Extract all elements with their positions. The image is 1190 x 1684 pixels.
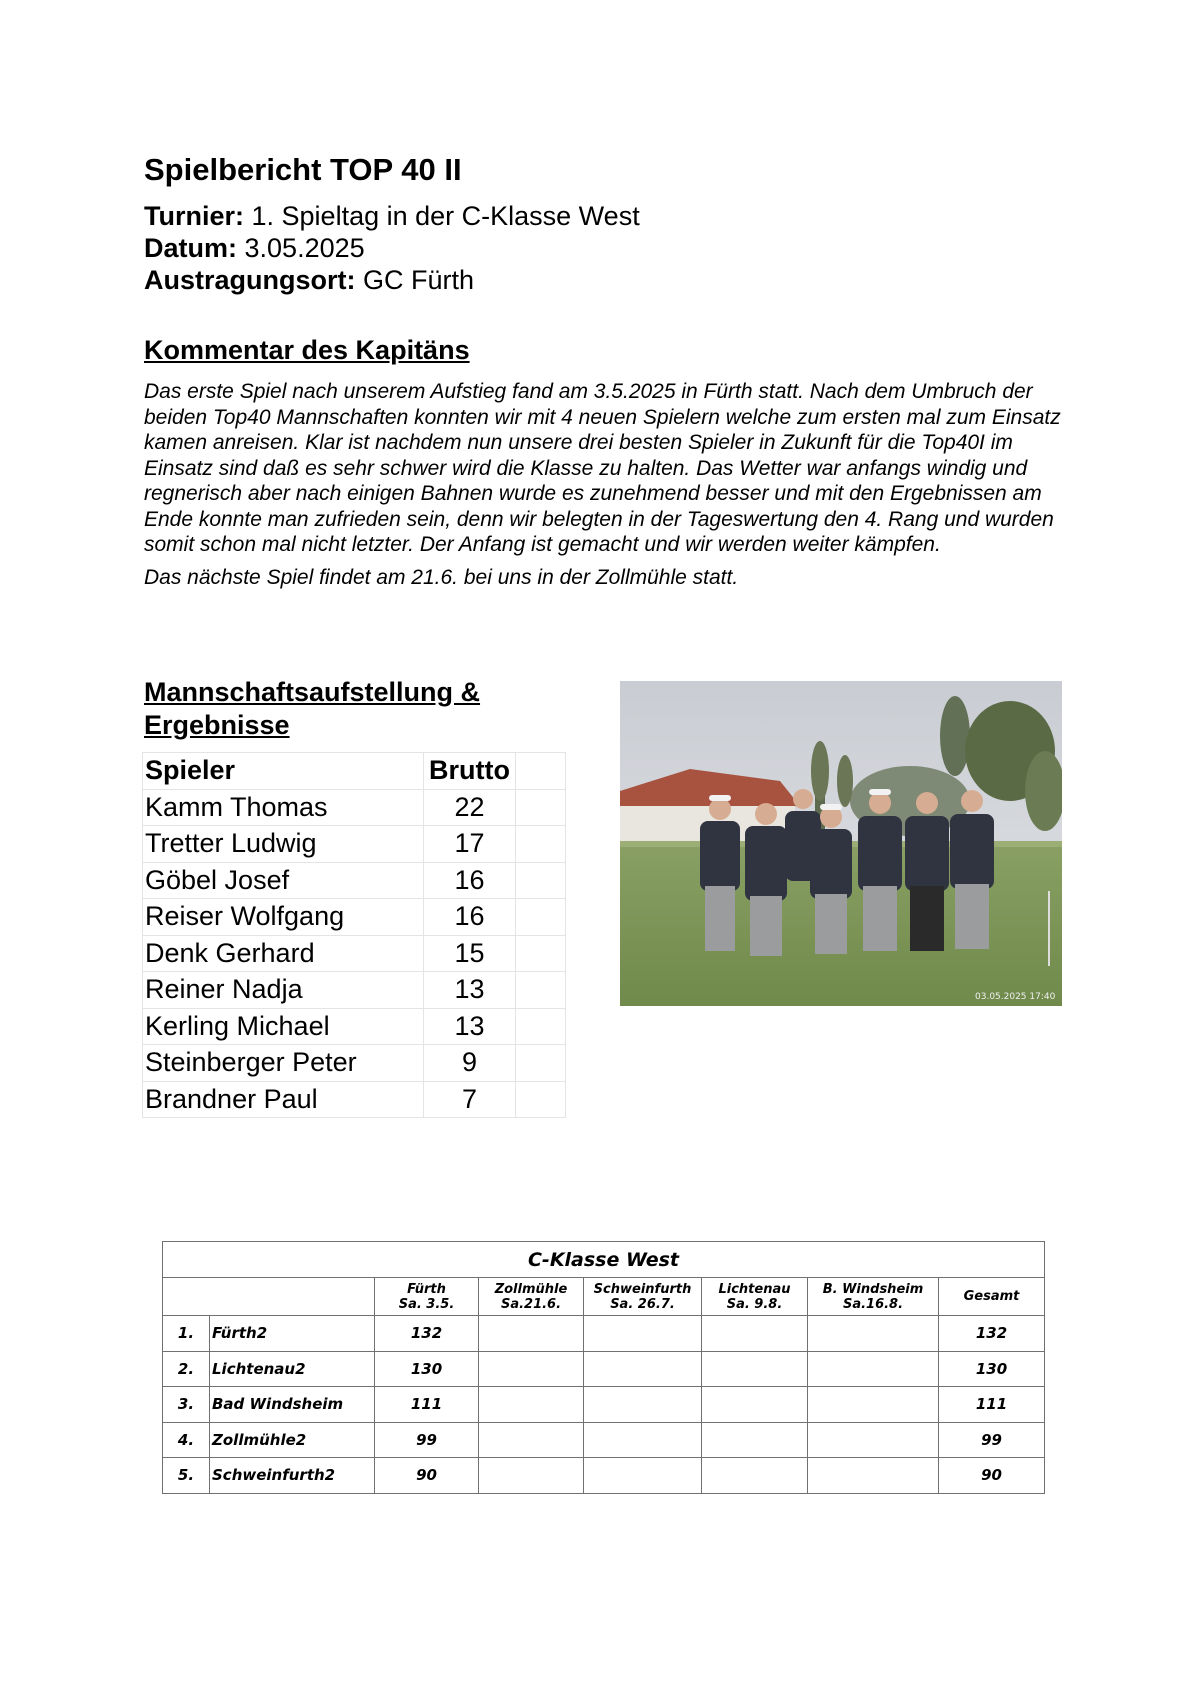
player-name: Steinberger Peter bbox=[143, 1045, 424, 1082]
score bbox=[584, 1422, 702, 1458]
lineup-header-row bbox=[143, 753, 566, 790]
table-row bbox=[163, 1387, 1045, 1423]
total: 111 bbox=[939, 1387, 1045, 1423]
team-name: Bad Windsheim bbox=[210, 1387, 375, 1423]
venue-value: GC Fürth bbox=[363, 265, 475, 295]
table-row bbox=[163, 1351, 1045, 1387]
player-brutto: 16 bbox=[424, 899, 516, 936]
date-label: Datum: bbox=[144, 233, 237, 263]
comment-paragraph-2: Das nächste Spiel findet am 21.6. bei uns in der Zollmühle statt. bbox=[144, 565, 739, 589]
empty-cell bbox=[516, 789, 566, 826]
column-header-lichtenau: Lichtenau Sa. 9.8. bbox=[702, 1278, 808, 1316]
player-brutto: 15 bbox=[424, 935, 516, 972]
score bbox=[479, 1316, 584, 1352]
player-name: Brandner Paul bbox=[143, 1081, 424, 1118]
score: 90 bbox=[375, 1458, 479, 1494]
score bbox=[702, 1351, 808, 1387]
empty-cell bbox=[516, 1008, 566, 1045]
table-row bbox=[143, 935, 566, 972]
empty-header-cell bbox=[163, 1278, 375, 1316]
player-name: Tretter Ludwig bbox=[143, 826, 424, 863]
player-name: Reiner Nadja bbox=[143, 972, 424, 1009]
score bbox=[584, 1387, 702, 1423]
score bbox=[584, 1458, 702, 1494]
table-row bbox=[143, 1081, 566, 1118]
score bbox=[479, 1351, 584, 1387]
score bbox=[479, 1422, 584, 1458]
empty-column-header bbox=[516, 753, 566, 790]
table-row bbox=[163, 1422, 1045, 1458]
rank: 4. bbox=[163, 1422, 210, 1458]
venue-label: Austragungsort: bbox=[144, 265, 356, 295]
table-row bbox=[143, 862, 566, 899]
table-row bbox=[143, 1008, 566, 1045]
column-header-total: Gesamt bbox=[939, 1278, 1045, 1316]
score: 130 bbox=[375, 1351, 479, 1387]
tournament-label: Turnier: bbox=[144, 201, 244, 231]
brutto-column-header: Brutto bbox=[424, 753, 516, 790]
standings-title-row bbox=[163, 1242, 1045, 1278]
score bbox=[702, 1387, 808, 1423]
score bbox=[479, 1458, 584, 1494]
column-header-zollmuehle: Zollmühle Sa.21.6. bbox=[479, 1278, 584, 1316]
date-line bbox=[144, 232, 365, 264]
empty-cell bbox=[516, 972, 566, 1009]
score bbox=[808, 1351, 939, 1387]
lineup-table bbox=[142, 752, 566, 1118]
column-header-fuerth: Fürth Sa. 3.5. bbox=[375, 1278, 479, 1316]
table-row bbox=[143, 789, 566, 826]
table-row bbox=[163, 1316, 1045, 1352]
empty-cell bbox=[516, 1045, 566, 1082]
team-name: Schweinfurth2 bbox=[210, 1458, 375, 1494]
score: 111 bbox=[375, 1387, 479, 1423]
tournament-line bbox=[144, 200, 640, 232]
rank: 2. bbox=[163, 1351, 210, 1387]
table-row bbox=[143, 899, 566, 936]
standings-table bbox=[162, 1241, 1045, 1494]
empty-cell bbox=[516, 935, 566, 972]
date-value: 3.05.2025 bbox=[244, 233, 365, 263]
score: 99 bbox=[375, 1422, 479, 1458]
photo-timestamp: 03.05.2025 17:40 bbox=[975, 992, 1056, 1002]
score bbox=[808, 1316, 939, 1352]
team-photo-illustration bbox=[620, 681, 1062, 1006]
captain-comment bbox=[144, 379, 1064, 597]
team-name: Fürth2 bbox=[210, 1316, 375, 1352]
venue-line bbox=[144, 264, 474, 296]
player-brutto: 9 bbox=[424, 1045, 516, 1082]
player-brutto: 22 bbox=[424, 789, 516, 826]
score bbox=[808, 1422, 939, 1458]
total: 99 bbox=[939, 1422, 1045, 1458]
score bbox=[808, 1458, 939, 1494]
lineup-heading: Mannschaftsaufstellung & Ergebnisse bbox=[144, 677, 481, 740]
team-name: Zollmühle2 bbox=[210, 1422, 375, 1458]
score bbox=[584, 1316, 702, 1352]
total: 90 bbox=[939, 1458, 1045, 1494]
player-name: Denk Gerhard bbox=[143, 935, 424, 972]
player-brutto: 13 bbox=[424, 1008, 516, 1045]
player-brutto: 13 bbox=[424, 972, 516, 1009]
standings-header-row bbox=[163, 1278, 1045, 1316]
empty-cell bbox=[516, 1081, 566, 1118]
page-title: Spielbericht TOP 40 II bbox=[144, 152, 462, 187]
standings-title: C-Klasse West bbox=[163, 1242, 1045, 1278]
score: 132 bbox=[375, 1316, 479, 1352]
empty-cell bbox=[516, 862, 566, 899]
score bbox=[808, 1387, 939, 1423]
table-row bbox=[163, 1458, 1045, 1494]
total: 132 bbox=[939, 1316, 1045, 1352]
rank: 5. bbox=[163, 1458, 210, 1494]
rank: 3. bbox=[163, 1387, 210, 1423]
player-brutto: 16 bbox=[424, 862, 516, 899]
player-brutto: 17 bbox=[424, 826, 516, 863]
score bbox=[702, 1458, 808, 1494]
total: 130 bbox=[939, 1351, 1045, 1387]
score bbox=[702, 1422, 808, 1458]
table-row bbox=[143, 972, 566, 1009]
player-brutto: 7 bbox=[424, 1081, 516, 1118]
player-name: Reiser Wolfgang bbox=[143, 899, 424, 936]
player-name: Göbel Josef bbox=[143, 862, 424, 899]
empty-cell bbox=[516, 899, 566, 936]
team-photo bbox=[620, 681, 1062, 1006]
captain-comment-heading: Kommentar des Kapitäns bbox=[144, 335, 470, 365]
column-header-windsheim: B. Windsheim Sa.16.8. bbox=[808, 1278, 939, 1316]
rank: 1. bbox=[163, 1316, 210, 1352]
player-name: Kamm Thomas bbox=[143, 789, 424, 826]
table-row bbox=[143, 1045, 566, 1082]
column-header-schweinfurth: Schweinfurth Sa. 26.7. bbox=[584, 1278, 702, 1316]
player-column-header: Spieler bbox=[143, 753, 424, 790]
score bbox=[702, 1316, 808, 1352]
score bbox=[479, 1387, 584, 1423]
player-name: Kerling Michael bbox=[143, 1008, 424, 1045]
tournament-value: 1. Spieltag in der C-Klasse West bbox=[251, 201, 640, 231]
comment-paragraph-1: Das erste Spiel nach unserem Aufstieg fand am 3.5.2025 in Fürth statt. Nach dem Umbruch der beiden Top40 Mannschaften konnten wir mit 4 neuen Spielern welche zum ersten mal zum Einsatz kamen anreisen. Klar ist nachdem nun unsere drei besten Spieler in Zukunft für die Top40I im Einsatz sind daß es sehr schwer wird die Klasse zu halten. Das Wetter war anfangs windig und regnerisch aber nach einigen Bahnen wurde es zunehmend besser und mit den Ergebnissen am Ende konnte man zufrieden sein, denn wir belegten in der Tageswertung den 4. Rang und wurden somit schon mal nicht letzter. Der Anfang ist gemacht und wir werden weiter kämpfen. bbox=[144, 380, 1061, 556]
team-name: Lichtenau2 bbox=[210, 1351, 375, 1387]
empty-cell bbox=[516, 826, 566, 863]
table-row bbox=[143, 826, 566, 863]
score bbox=[584, 1351, 702, 1387]
